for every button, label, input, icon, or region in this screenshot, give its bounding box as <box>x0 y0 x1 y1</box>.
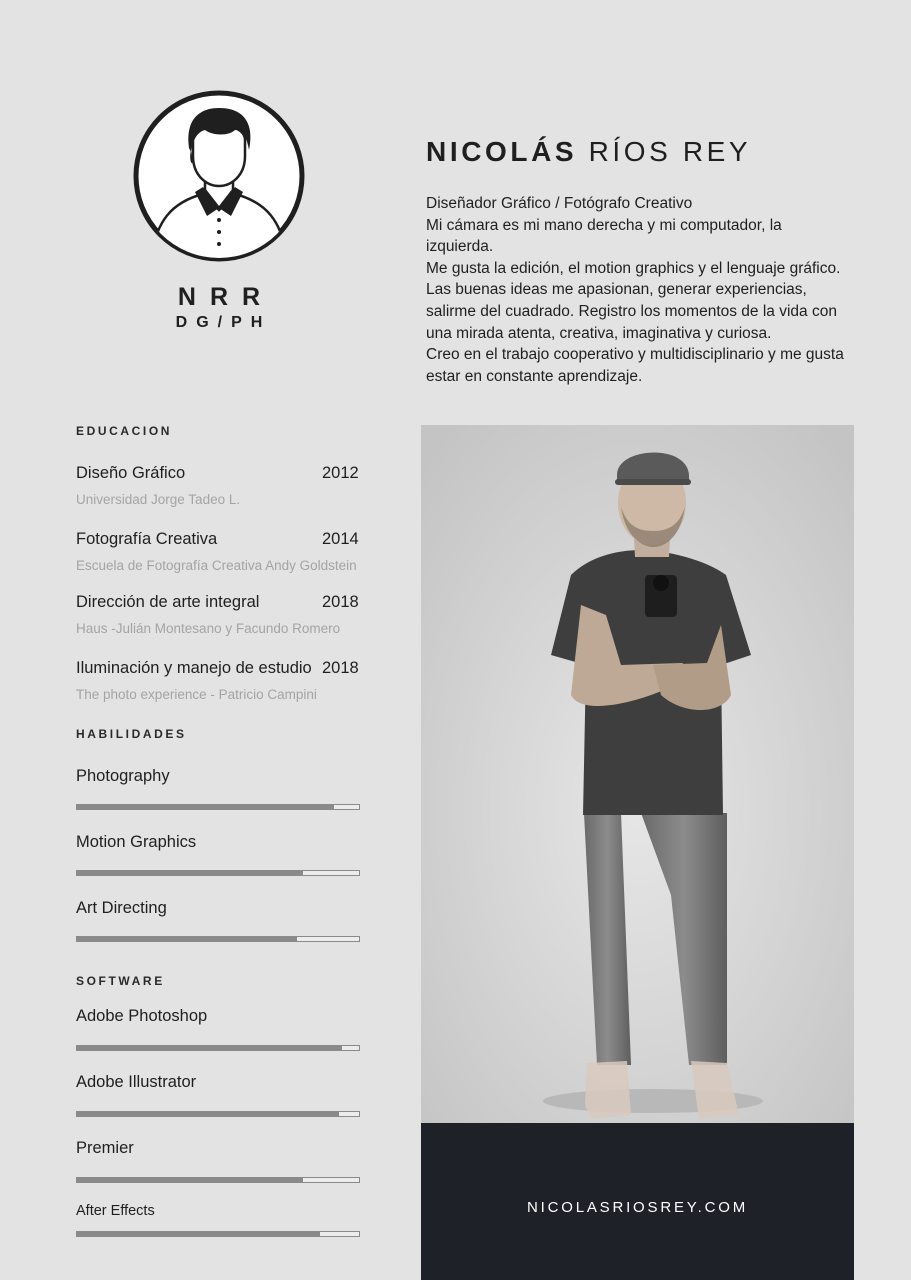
education-school: Haus -Julián Montesano y Facundo Romero <box>76 621 341 636</box>
software-bar-fill <box>77 1112 339 1116</box>
bio-line: Creo en el trabajo cooperativo y multidisciplinario y me gusta estar en constante aprendizaje. <box>426 346 844 385</box>
first-name: NICOLÁS <box>426 136 578 167</box>
education-item <box>76 464 366 507</box>
education-degree: Iluminación y manejo de estudio <box>76 659 312 677</box>
skill-bar-fill <box>77 805 334 809</box>
last-name: RÍOS REY <box>588 136 752 167</box>
education-school: The photo experience - Patricio Campini <box>76 687 317 702</box>
skill-item <box>76 899 360 918</box>
software-bar <box>76 1045 360 1051</box>
bio-line: Mi cámara es mi mano derecha y mi computador, la izquierda. <box>426 216 782 256</box>
education-item <box>76 530 366 573</box>
skill-item <box>76 767 360 786</box>
bio <box>426 193 846 387</box>
education-year: 2012 <box>322 464 359 482</box>
skill-bar <box>76 870 360 876</box>
software-bar-fill <box>77 1046 342 1050</box>
monogram-initials: NRR <box>177 283 275 311</box>
software-label: After Effects <box>76 1203 155 1219</box>
software-bar-fill <box>77 1178 303 1182</box>
education-item <box>76 593 366 636</box>
footer <box>421 1123 854 1280</box>
education-school: Universidad Jorge Tadeo L. <box>76 492 241 507</box>
software-item <box>76 1073 360 1092</box>
website-link[interactable]: NICOLASRIOSREY.COM <box>527 1199 748 1216</box>
education-item <box>76 659 366 702</box>
skill-bar-fill <box>77 937 297 941</box>
portrait-photo <box>421 425 854 1123</box>
software-item <box>76 1007 360 1026</box>
education-degree: Dirección de arte integral <box>76 593 260 611</box>
software-bar <box>76 1177 360 1183</box>
monogram-subtitle: DG/PH <box>175 314 272 331</box>
portrait-photo-graphic <box>421 425 854 1123</box>
education-degree: Diseño Gráfico <box>76 464 186 482</box>
software-label: Premier <box>76 1139 134 1157</box>
skill-label: Art Directing <box>76 899 167 917</box>
education-year: 2018 <box>322 593 359 611</box>
bio-line: Me gusta la edición, el motion graphics y el lenguaje gráfico. <box>426 259 841 277</box>
software-item <box>76 1203 360 1219</box>
education-title: EDUCACION <box>76 424 173 438</box>
skill-bar <box>76 936 360 942</box>
education-school: Escuela de Fotografía Creativa Andy Goldstein <box>76 558 357 573</box>
monogram <box>133 283 305 332</box>
software-bar <box>76 1111 360 1117</box>
page-title <box>426 136 751 168</box>
software-label: Adobe Illustrator <box>76 1073 197 1091</box>
skill-label: Motion Graphics <box>76 833 197 851</box>
education-degree: Fotografía Creativa <box>76 530 218 548</box>
bio-line: Diseñador Gráfico / Fotógrafo Creativo <box>426 195 693 212</box>
software-label: Adobe Photoshop <box>76 1007 208 1025</box>
software-item <box>76 1139 360 1158</box>
skill-bar <box>76 804 360 810</box>
skill-bar-fill <box>77 871 303 875</box>
software-bar <box>76 1231 360 1237</box>
skill-label: Photography <box>76 767 170 785</box>
software-title: SOFTWARE <box>76 974 165 988</box>
education-year: 2014 <box>322 530 359 548</box>
skill-item <box>76 833 360 852</box>
avatar-logo-icon <box>133 90 305 262</box>
bio-line: Las buenas ideas me apasionan, generar experiencias, salirme del cuadrado. Registro los momentos de la vida con una mirada atenta, creativa, imaginativa y curiosa. <box>426 281 837 342</box>
software-bar-fill <box>77 1232 320 1236</box>
skills-title: HABILIDADES <box>76 727 187 741</box>
education-year: 2018 <box>322 659 359 677</box>
